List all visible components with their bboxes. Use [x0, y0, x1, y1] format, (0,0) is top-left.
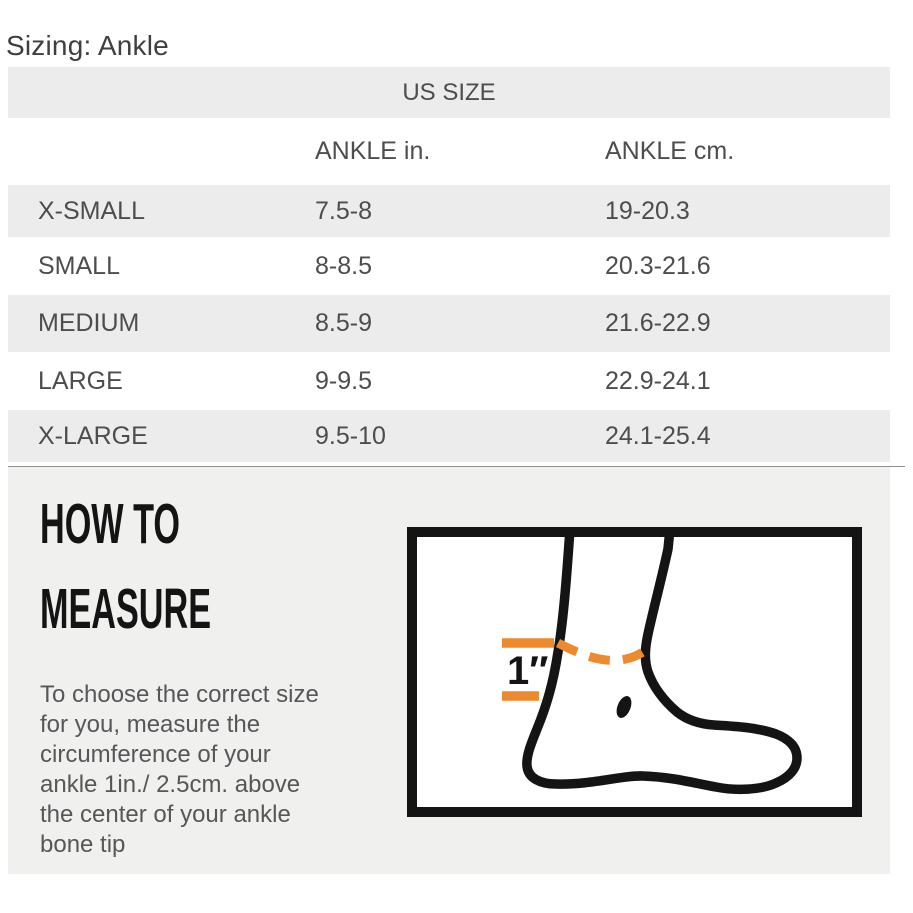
how-to-measure-instructions: To choose the correct size for you, measure the circumference of your ankle 1in./ 2.5cm. above the center of your ankle bone tip [40, 681, 319, 858]
size-cell: SMALL [38, 251, 120, 280]
table-row-x-large [8, 410, 890, 462]
one-inch-label: 1″ [507, 649, 549, 693]
cm-cell: 19-20.3 [605, 196, 690, 225]
cm-cell: 20.3-21.6 [605, 251, 711, 280]
column-header-ankle-cm: ANKLE cm. [605, 137, 735, 165]
inches-cell: 8.5-9 [315, 309, 372, 337]
heading-line-2: MEASURE [40, 577, 212, 641]
ankle-foot-illustration [417, 537, 852, 807]
ankle-measurement-diagram [407, 527, 862, 817]
how-to-measure-section [8, 467, 890, 874]
inches-cell: 8-8.5 [315, 251, 372, 280]
inches-cell: 9.5-10 [315, 421, 386, 450]
how-to-measure-heading [40, 482, 325, 652]
table-row-large [8, 352, 890, 410]
table-row-medium [8, 295, 890, 352]
size-cell: X-SMALL [38, 196, 145, 225]
us-size-label: US SIZE [402, 78, 496, 106]
heading-line-1: HOW TO [40, 492, 180, 556]
ankle-size-table [8, 67, 890, 462]
column-header-ankle-in: ANKLE in. [315, 137, 431, 165]
inches-cell: 7.5-8 [315, 196, 372, 225]
size-cell: MEDIUM [38, 309, 140, 337]
measurement-dashed-line [558, 643, 643, 660]
table-column-header-row [8, 118, 890, 185]
table-group-header [8, 67, 890, 118]
cm-cell: 21.6-22.9 [605, 309, 711, 337]
table-row-small [8, 237, 890, 295]
page-title: Sizing: Ankle [6, 30, 169, 61]
table-row-x-small [8, 185, 890, 237]
inches-cell: 9-9.5 [315, 366, 372, 395]
cm-cell: 24.1-25.4 [605, 421, 711, 450]
ankle-bone-dot [614, 694, 635, 720]
size-cell: LARGE [38, 366, 123, 395]
title-band [0, 0, 913, 67]
size-cell: X-LARGE [38, 421, 148, 450]
foot-outline [527, 537, 797, 789]
cm-cell: 22.9-24.1 [605, 366, 711, 395]
